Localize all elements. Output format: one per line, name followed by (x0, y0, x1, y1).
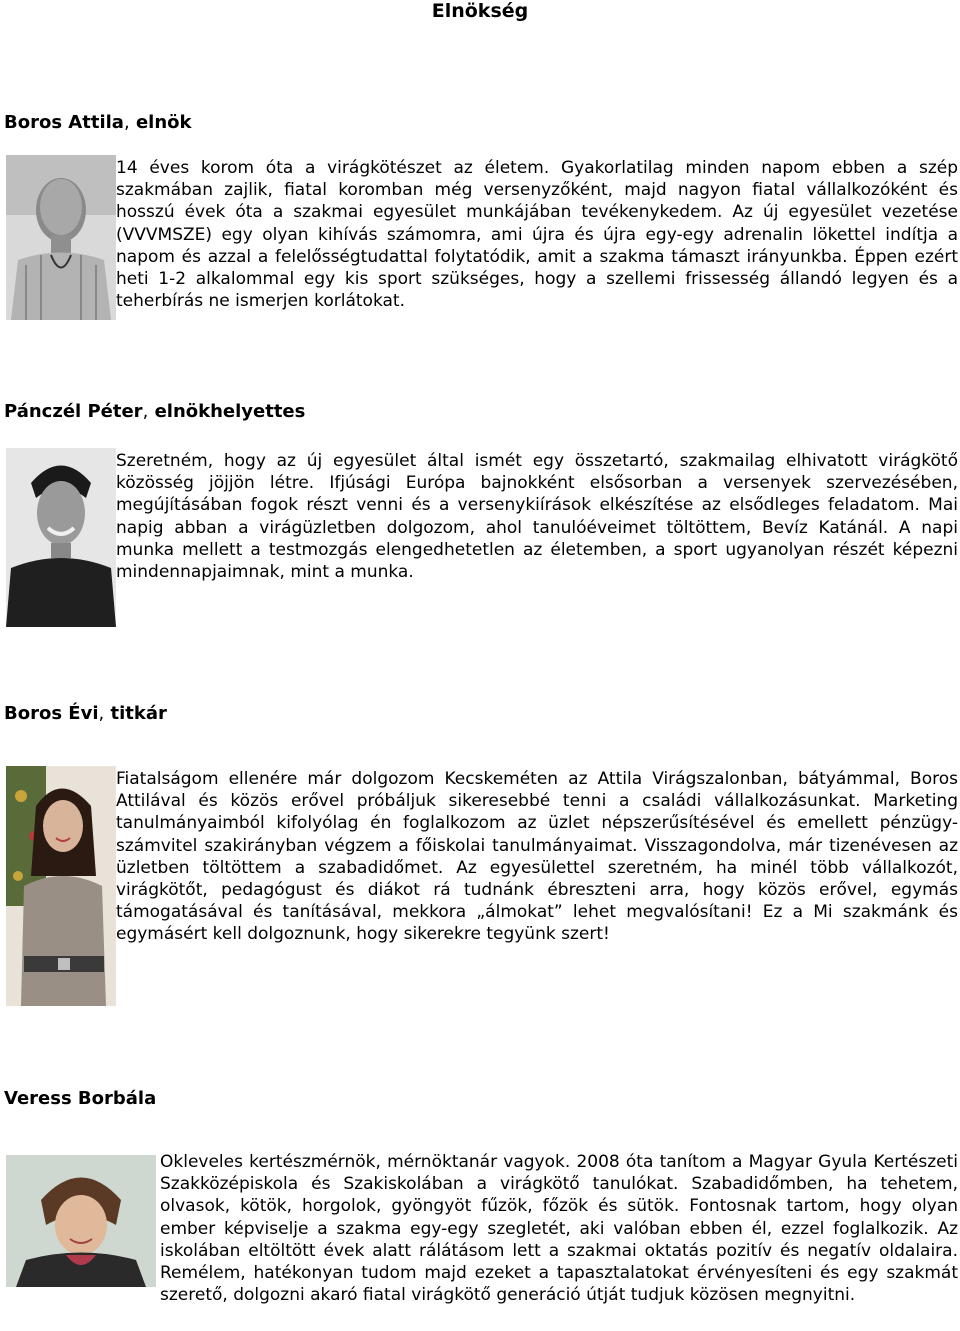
member-role: elnök (129, 112, 192, 133)
portrait-photo-boros-evi (6, 766, 116, 1006)
member-name-boros-attila (4, 112, 191, 134)
member-name-text: Boros Attila (4, 112, 124, 133)
page-title: Elnökség (431, 0, 529, 22)
member-name-text: Veress Borbála (4, 1088, 157, 1109)
portrait-photo-panczel-peter (6, 448, 116, 627)
portrait-photo-boros-attila (6, 155, 116, 320)
member-name-text: Pánczél Péter (4, 401, 143, 422)
member-bio-block (4, 1151, 958, 1306)
name-separator: , (98, 703, 105, 724)
member-bio: Szeretném, hogy az új egyesület által ismét egy összetartó, szakmailag elhivatott virágkötő közösség jöjjön létre. Ifjúsági Európa bajnokként elsősorban a versenyek szervezésében, megújításában fogok részt venni és a versenykiírások elkészítése az elsődleges feladatom. Mai napig abban a virágüzletben dolgozom, ahol tanulóéveimet töltöttem, Bevíz Katánál. A napi munka mellett a testmozgás elengedhetetlen az életemben, a sport ugyanolyan részét képezni mindennapjaimnak, mint a munka. (116, 451, 958, 583)
member-role: titkár (104, 703, 167, 724)
member-bio: Okleveles kertészmérnök, mérnöktanár vagyok. 2008 óta tanítom a Magyar Gyula Kertészeti Szakközépiskola és Szakiskolában a virágkötő tanulókat. Szabadidőmben, ha tehetem, olvasok, kötök, horgolok, gyöngyöt fűzök, főzök és sütök. Fontosnak tartom, hogy olyan ember képviselje a szakma egy-egy szegletét, aki valóban ebben él, ezzel foglalkozik. Az iskolában eltöltött évek alatt rálátásom lett a szakmai oktatás pozitív és negatív oldalaira. Remélem, hatékonyan tudom majd ezeket a tapasztalatokat érvényesíteni és egy szakmát szerető, dolgozni akaró fiatal virágkötő generáció útját tudjuk közösen megnyitni. (160, 1152, 958, 1306)
member-name-veress-borbala (4, 1088, 156, 1110)
member-name-boros-evi (4, 703, 167, 725)
member-name-text: Boros Évi (4, 703, 99, 724)
member-bio: 14 éves korom óta a virágkötészet az életem. Gyakorlatilag minden napom ebben a szép szakmában zajlik, fiatal koromban még versenyzőként, majd nagyon fiatal vállalkozóként és hosszú évek óta a szakmai egyesület munkájában tevékenykedem. Az új egyesület vezetése (VVVMSZE) egy olyan kihívás számomra, ami újra és újra egy-egy adrenalin lökettel indítja a napom és azzal a felelősségtudattal folytatódik, amit a szakma támaszt irányunkba. Éppen ezért heti 1-2 alkalommal egy kis sport szükséges, hogy a szellemi frissesség állandó legyen és a teherbírás ne ismerjen korlátokat. (116, 158, 958, 312)
member-name-panczel-peter (4, 401, 305, 423)
name-separator: , (142, 401, 149, 422)
member-role: elnökhelyettes (148, 401, 306, 422)
member-bio: Fiatalságom ellenére már dolgozom Kecskeméten az Attila Virágszalonban, bátyámmal, Boros Attilával és közös erővel próbáljuk sikeresebbé tenni a családi vállalkozásunkat. Marketing tanulmányaimból kifolyólag én foglalkozom az üzlet népszerűsítésével és emellett pénzügy- számvitel szakirányban végzem a főiskolai tanulmányaimat. Visszagondolva, már tizenévesen az üzletben töltöttem a szabadidőmet. Az egyesülettel szeretném, ha minél több vállalkozót, virágkötőt, pedagógust és diákot rá tudnánk ébreszteni arra, hogy közös erővel, egymás támogatásával és tanításával, mekkora „álmokat” lehet megvalósítani! Ez a Mi szakmánk és egymásért kell dolgoznunk, hogy sikerekre tegyünk szert! (116, 769, 958, 945)
name-separator: , (123, 112, 130, 133)
portrait-photo-veress-borbala (6, 1155, 156, 1287)
